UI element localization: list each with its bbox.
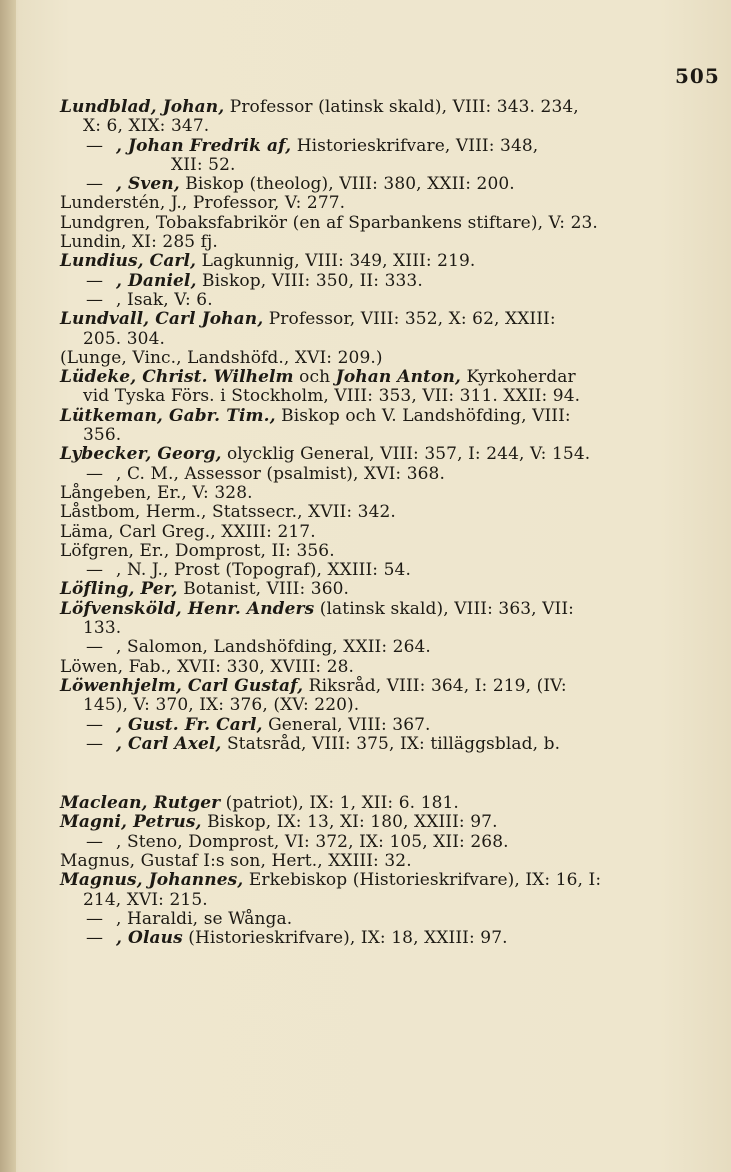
entry-name: Lundblad, Johan,	[60, 97, 225, 117]
index-entry	[60, 272, 720, 291]
entry-continuation: XII: 52.	[171, 154, 236, 175]
index-entry	[60, 658, 720, 677]
entry-text: Lunderstén, J., Professor, V: 277.	[60, 193, 346, 214]
entry-text: Botanist, VIII: 360.	[177, 579, 350, 600]
entry-text: , C. M., Assessor (psalmist), XVI: 368.	[116, 463, 445, 484]
index-entry	[60, 233, 720, 252]
entry-continuation: 145), V: 370, IX: 376, (XV: 220).	[83, 695, 360, 716]
entry-name: Magni, Petrus,	[60, 812, 202, 833]
entry-line	[60, 542, 720, 561]
index-entry	[60, 194, 720, 213]
entry-line	[60, 735, 720, 754]
index-entry	[60, 735, 720, 754]
index-entry	[60, 349, 720, 368]
entry-line	[60, 407, 720, 426]
entry-text: (Lunge, Vinc., Landshöfd., XVI: 209.)	[60, 347, 383, 368]
entry-line	[60, 252, 720, 271]
entry-name: Maclean, Rutger	[60, 793, 221, 814]
entry-line	[60, 658, 720, 677]
entry-text: Långeben, Er., V: 328.	[60, 482, 253, 503]
index-entry	[60, 137, 720, 176]
entry-text: Riksråd, VIII: 364, I: 219, (IV:	[303, 675, 567, 696]
index-entry	[60, 407, 720, 446]
index-entry	[60, 542, 720, 561]
entry-continuation: 133.	[83, 618, 122, 639]
index-entry	[60, 852, 720, 871]
entry-dash: —	[86, 733, 104, 754]
entry-dash: —	[86, 270, 104, 291]
entry-text: (latinsk skald), VIII: 363, VII:	[314, 598, 575, 619]
entry-line	[60, 813, 720, 832]
entry-text: , Isak, V: 6.	[116, 289, 213, 310]
entry-text: (Historieskrifvare), IX: 18, XXIII: 97.	[182, 928, 508, 949]
entry-line	[60, 368, 720, 387]
entry-name: Magnus, Johannes,	[60, 870, 244, 891]
entry-text: Historieskrifvare, VIII: 348,	[291, 135, 539, 156]
entry-text: Lundin, XI: 285 fj.	[60, 232, 218, 253]
section-gap	[60, 754, 720, 794]
entry-text: Biskop och V. Landshöfding, VIII:	[275, 405, 571, 426]
entry-text: Lagkunnig, VIII: 349, XIII: 219.	[196, 251, 476, 272]
index-entry	[60, 677, 720, 716]
index-entry	[60, 98, 720, 137]
index-entry	[60, 638, 720, 657]
entry-text: Biskop, VIII: 350, II: 333.	[196, 270, 423, 291]
entry-line	[60, 484, 720, 503]
entry-line	[60, 523, 720, 542]
entry-continuation: 356.	[83, 425, 122, 446]
entry-line	[60, 272, 720, 291]
entry-line	[60, 349, 720, 368]
entry-dash: —	[86, 560, 104, 581]
entry-name: Löwenhjelm, Carl Gustaf,	[60, 675, 304, 696]
index-entry	[60, 871, 720, 910]
entry-text: Kyrkoherdar	[460, 367, 576, 388]
entry-text: Löwen, Fab., XVII: 330, XVIII: 28.	[60, 656, 355, 677]
entry-name: Lüdeke, Christ. Wilhelm	[60, 367, 294, 388]
index-entry	[60, 561, 720, 580]
index-entry	[60, 813, 720, 832]
entry-text: Löfgren, Er., Domprost, II: 356.	[60, 540, 335, 561]
entry-dash: —	[86, 831, 104, 852]
entry-continuation: vid Tyska Förs. i Stockholm, VIII: 353, VII: 311. XXII: 94.	[83, 386, 581, 407]
entry-text: och	[293, 367, 336, 388]
index-entry	[60, 445, 720, 464]
entry-text: , Haraldi, se Wånga.	[116, 908, 293, 929]
index-entries	[60, 98, 720, 948]
entry-name: Lundvall, Carl Johan,	[60, 309, 264, 330]
entry-name: , Daniel,	[116, 270, 197, 291]
index-entry	[60, 833, 720, 852]
entry-name: , Gust. Fr. Carl,	[116, 714, 263, 735]
entry-line	[60, 794, 720, 813]
entry-line	[60, 852, 720, 871]
entry-line	[60, 910, 720, 929]
index-entry	[60, 600, 720, 639]
index-entry	[60, 580, 720, 599]
page-number: 505	[675, 64, 720, 88]
entry-text: Professor (latinsk skald), VIII: 343. 234,	[224, 97, 579, 117]
index-entry	[60, 523, 720, 542]
entry-line	[60, 677, 720, 696]
entry-line	[60, 580, 720, 599]
entry-line	[60, 291, 720, 310]
entry-text: , N. J., Prost (Topograf), XXIII: 54.	[116, 560, 411, 581]
entry-line	[60, 137, 720, 156]
entry-text: Lundgren, Tobaksfabrikör (en af Sparbankens stiftare), V: 23.	[60, 212, 598, 233]
index-entry	[60, 910, 720, 929]
entry-dash: —	[86, 289, 104, 310]
entry-name: Lundius, Carl,	[60, 251, 197, 272]
entry-name: , Carl Axel,	[116, 733, 222, 754]
entry-name: Löfling, Per,	[60, 579, 178, 600]
index-entry	[60, 794, 720, 813]
entry-text: General, VIII: 367.	[262, 714, 431, 735]
index-entry	[60, 368, 720, 407]
entry-text: Statsråd, VIII: 375, IX: tilläggsblad, b.	[221, 733, 561, 754]
entry-name: Lütkeman, Gabr. Tim.,	[60, 405, 276, 426]
index-entry	[60, 465, 720, 484]
entry-dash: —	[86, 714, 104, 735]
entry-line	[60, 929, 720, 948]
entry-line	[60, 716, 720, 735]
index-entry	[60, 503, 720, 522]
entry-name: Johan Anton,	[335, 367, 461, 388]
entry-line	[60, 214, 720, 233]
entry-line	[60, 503, 720, 522]
entry-text: Biskop (theolog), VIII: 380, XXII: 200.	[179, 174, 515, 195]
entry-text: (patriot), IX: 1, XII: 6. 181.	[220, 793, 459, 814]
entry-continuation: 205. 304.	[83, 328, 166, 349]
page-gutter	[0, 0, 16, 1172]
index-entry	[60, 291, 720, 310]
entry-text: Låstbom, Herm., Statssecr., XVII: 342.	[60, 502, 396, 523]
entry-line	[60, 310, 720, 329]
entry-dash: —	[86, 637, 104, 658]
entry-text: Biskop, IX: 13, XI: 180, XXIII: 97.	[201, 812, 498, 833]
entry-dash: —	[86, 908, 104, 929]
index-entry	[60, 716, 720, 735]
entry-continuation: X: 6, XIX: 347.	[83, 116, 210, 137]
entry-line	[60, 98, 720, 117]
entry-continuation: 214, XVI: 215.	[83, 889, 208, 910]
index-entry	[60, 252, 720, 271]
entry-dash: —	[86, 463, 104, 484]
index-entry	[60, 484, 720, 503]
entry-line	[60, 465, 720, 484]
entry-dash: —	[86, 135, 104, 156]
index-entry	[60, 310, 720, 349]
entry-name: Löfvensköld, Henr. Anders	[60, 598, 315, 619]
entry-text: , Salomon, Landshöfding, XXII: 264.	[116, 637, 431, 658]
entry-text: Magnus, Gustaf I:s son, Hert., XXIII: 32.	[60, 850, 412, 871]
entry-line	[60, 833, 720, 852]
entry-name: Lybecker, Georg,	[60, 444, 222, 465]
index-entry	[60, 214, 720, 233]
index-entry	[60, 929, 720, 948]
index-entry	[60, 175, 720, 194]
entry-line	[60, 638, 720, 657]
entry-dash: —	[86, 174, 104, 195]
entry-line	[60, 194, 720, 213]
entry-name: , Olaus	[116, 928, 183, 949]
entry-text: , Steno, Domprost, VI: 372, IX: 105, XII: 268.	[116, 831, 509, 852]
entry-text: Erkebiskop (Historieskrifvare), IX: 16, I:	[243, 870, 602, 891]
entry-line	[60, 871, 720, 890]
entry-text: Professor, VIII: 352, X: 62, XXIII:	[263, 309, 556, 330]
entry-text: Läma, Carl Greg., XXIII: 217.	[60, 521, 316, 542]
entry-line	[60, 233, 720, 252]
entry-text: olycklig General, VIII: 357, I: 244, V: 154.	[221, 444, 591, 465]
entry-name: , Johan Fredrik af,	[116, 135, 292, 156]
entry-dash: —	[86, 928, 104, 949]
entry-line	[60, 561, 720, 580]
entry-line	[60, 600, 720, 619]
entry-line	[60, 175, 720, 194]
entry-line	[60, 445, 720, 464]
entry-name: , Sven,	[116, 174, 180, 195]
